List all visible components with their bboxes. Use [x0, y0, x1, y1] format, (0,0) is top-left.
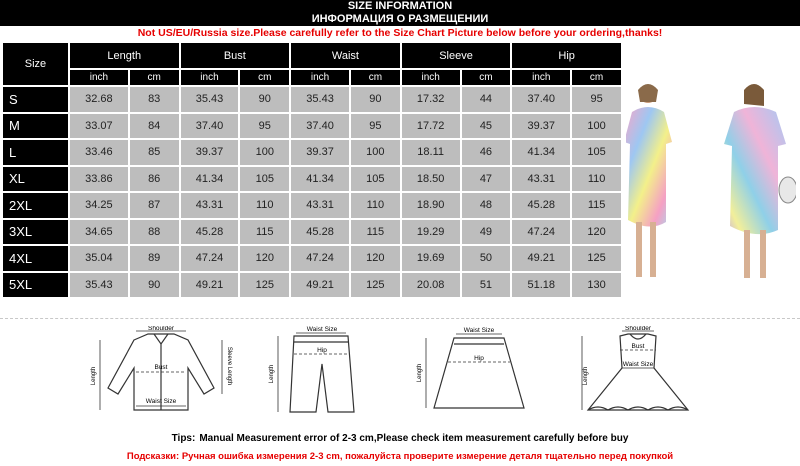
value-cell: 33.86	[70, 167, 128, 192]
value-cell: 105	[351, 167, 400, 192]
value-cell: 130	[572, 273, 621, 298]
value-cell: 35.43	[291, 87, 349, 112]
value-cell: 88	[130, 220, 179, 245]
value-cell: 35.04	[70, 246, 128, 271]
value-cell: 19.29	[402, 220, 460, 245]
value-cell: 90	[351, 87, 400, 112]
value-cell: 89	[130, 246, 179, 271]
pants-length-label: Length	[269, 364, 275, 384]
value-cell: 105	[240, 167, 289, 192]
table-row	[3, 167, 621, 192]
table-row	[3, 114, 621, 139]
pants-hip-label: Hip	[317, 347, 327, 354]
size-cell: S	[3, 87, 68, 112]
value-cell: 43.31	[181, 193, 239, 218]
value-cell: 33.07	[70, 114, 128, 139]
value-cell: 85	[130, 140, 179, 165]
value-cell: 49.21	[512, 246, 570, 271]
value-cell: 35.43	[181, 87, 239, 112]
value-cell: 105	[572, 140, 621, 165]
value-cell: 35.43	[70, 273, 128, 298]
value-cell: 100	[572, 114, 621, 139]
unit-inch: inch	[70, 70, 128, 85]
table-row	[3, 87, 621, 112]
value-cell: 49.21	[181, 273, 239, 298]
value-cell: 49.21	[291, 273, 349, 298]
value-cell: 100	[351, 140, 400, 165]
shirt-sleeve-label: Sleeve Length	[226, 346, 232, 386]
value-cell: 18.90	[402, 193, 460, 218]
value-cell: 110	[240, 193, 289, 218]
table-row	[3, 246, 621, 271]
model-photo-front	[626, 84, 672, 277]
table-row	[3, 273, 621, 298]
unit-inch: inch	[512, 70, 570, 85]
unit-inch: inch	[402, 70, 460, 85]
size-cell: XL	[3, 167, 68, 192]
table-row	[3, 193, 621, 218]
value-cell: 84	[130, 114, 179, 139]
value-cell: 95	[572, 87, 621, 112]
size-cell: 4XL	[3, 246, 68, 271]
value-cell: 47.24	[512, 220, 570, 245]
skirt-hip-label: Hip	[474, 355, 484, 362]
value-cell: 100	[240, 140, 289, 165]
group-header-bust: Bust	[181, 43, 290, 68]
size-cell: 3XL	[3, 220, 68, 245]
section-divider	[0, 318, 800, 319]
value-cell: 125	[351, 273, 400, 298]
value-cell: 45	[462, 114, 511, 139]
size-cell: M	[3, 114, 68, 139]
value-cell: 125	[240, 273, 289, 298]
value-cell: 17.32	[402, 87, 460, 112]
unit-cm: cm	[572, 70, 621, 85]
value-cell: 39.37	[291, 140, 349, 165]
value-cell: 115	[572, 193, 621, 218]
value-cell: 87	[130, 193, 179, 218]
size-cell: 5XL	[3, 273, 68, 298]
unit-cm: cm	[240, 70, 289, 85]
group-header-sleeve: Sleeve	[402, 43, 511, 68]
value-cell: 43.31	[512, 167, 570, 192]
tips-line	[0, 433, 800, 444]
value-cell: 51	[462, 273, 511, 298]
table-row	[3, 220, 621, 245]
table-row	[3, 140, 621, 165]
pants-diagram	[262, 326, 372, 416]
value-cell: 47	[462, 167, 511, 192]
unit-inch: inch	[291, 70, 349, 85]
group-header-length: Length	[70, 43, 179, 68]
value-cell: 120	[351, 246, 400, 271]
value-cell: 50	[462, 246, 511, 271]
model-photo-side	[724, 84, 796, 278]
value-cell: 45.28	[512, 193, 570, 218]
dress-length-label: Length	[583, 366, 589, 386]
shirt-bust-label: Bust	[154, 364, 168, 371]
value-cell: 39.37	[181, 140, 239, 165]
pants-waist-label: Waist Size	[306, 326, 338, 333]
unit-cm: cm	[462, 70, 511, 85]
value-cell: 95	[240, 114, 289, 139]
value-cell: 48	[462, 193, 511, 218]
tips-text: Manual Measurement error of 2-3 cm,Please check item measurement carefully before buy	[199, 433, 629, 444]
value-cell: 90	[130, 273, 179, 298]
value-cell: 49	[462, 220, 511, 245]
value-cell: 17.72	[402, 114, 460, 139]
value-cell: 32.68	[70, 87, 128, 112]
value-cell: 41.34	[291, 167, 349, 192]
value-cell: 18.50	[402, 167, 460, 192]
value-cell: 34.65	[70, 220, 128, 245]
group-header-hip: Hip	[512, 43, 621, 68]
size-warning: Not US/EU/Russia size.Please carefully refer to the Size Chart Picture below before your ordering,thanks!	[137, 27, 663, 39]
value-cell: 37.40	[291, 114, 349, 139]
value-cell: 110	[572, 167, 621, 192]
tips-label: Tips:	[171, 433, 196, 444]
dress-diagram	[578, 326, 698, 416]
value-cell: 120	[572, 220, 621, 245]
unit-cm: cm	[351, 70, 400, 85]
shirt-diagram	[86, 326, 236, 416]
value-cell: 44	[462, 87, 511, 112]
value-cell: 47.24	[181, 246, 239, 271]
value-cell: 125	[572, 246, 621, 271]
value-cell: 83	[130, 87, 179, 112]
unit-cm: cm	[130, 70, 179, 85]
value-cell: 19.69	[402, 246, 460, 271]
value-cell: 51.18	[512, 273, 570, 298]
value-cell: 20.08	[402, 273, 460, 298]
value-cell: 39.37	[512, 114, 570, 139]
skirt-diagram	[412, 326, 542, 416]
value-cell: 33.46	[70, 140, 128, 165]
size-cell: 2XL	[3, 193, 68, 218]
value-cell: 86	[130, 167, 179, 192]
value-cell: 90	[240, 87, 289, 112]
value-cell: 47.24	[291, 246, 349, 271]
value-cell: 115	[240, 220, 289, 245]
skirt-waist-label: Waist Size	[463, 327, 495, 334]
group-header-waist: Waist	[291, 43, 400, 68]
size-table	[1, 41, 623, 299]
value-cell: 46	[462, 140, 511, 165]
value-cell: 37.40	[181, 114, 239, 139]
value-cell: 120	[240, 246, 289, 271]
value-cell: 115	[351, 220, 400, 245]
dress-shoulder-label: Shoulder	[624, 326, 652, 332]
shirt-waist-label: Waist Size	[145, 398, 177, 405]
size-cell: L	[3, 140, 68, 165]
tips-russian: Подсказки: Ручная ошибка измерения 2-3 cm, пожалуйста проверите измерение деталя тщательно перед покупкой	[126, 451, 674, 462]
value-cell: 18.11	[402, 140, 460, 165]
unit-inch: inch	[181, 70, 239, 85]
value-cell: 110	[351, 193, 400, 218]
value-cell: 41.34	[512, 140, 570, 165]
value-cell: 34.25	[70, 193, 128, 218]
dress-bust-label: Bust	[631, 343, 645, 350]
value-cell: 43.31	[291, 193, 349, 218]
value-cell: 45.28	[291, 220, 349, 245]
skirt-length-label: Length	[417, 363, 423, 383]
shirt-length-label: Length	[91, 366, 97, 386]
value-cell: 37.40	[512, 87, 570, 112]
value-cell: 41.34	[181, 167, 239, 192]
shirt-shoulder-label: Shoulder	[147, 326, 175, 332]
product-photos	[626, 82, 796, 282]
title-ru: ИНФОРМАЦИЯ О РАЗМЕЩЕНИИ	[0, 13, 800, 26]
title-en: SIZE INFORMATION	[0, 0, 800, 13]
value-cell: 95	[351, 114, 400, 139]
value-cell: 45.28	[181, 220, 239, 245]
dress-waist-label: Waist Size	[622, 361, 654, 368]
size-header: Size	[3, 43, 68, 85]
